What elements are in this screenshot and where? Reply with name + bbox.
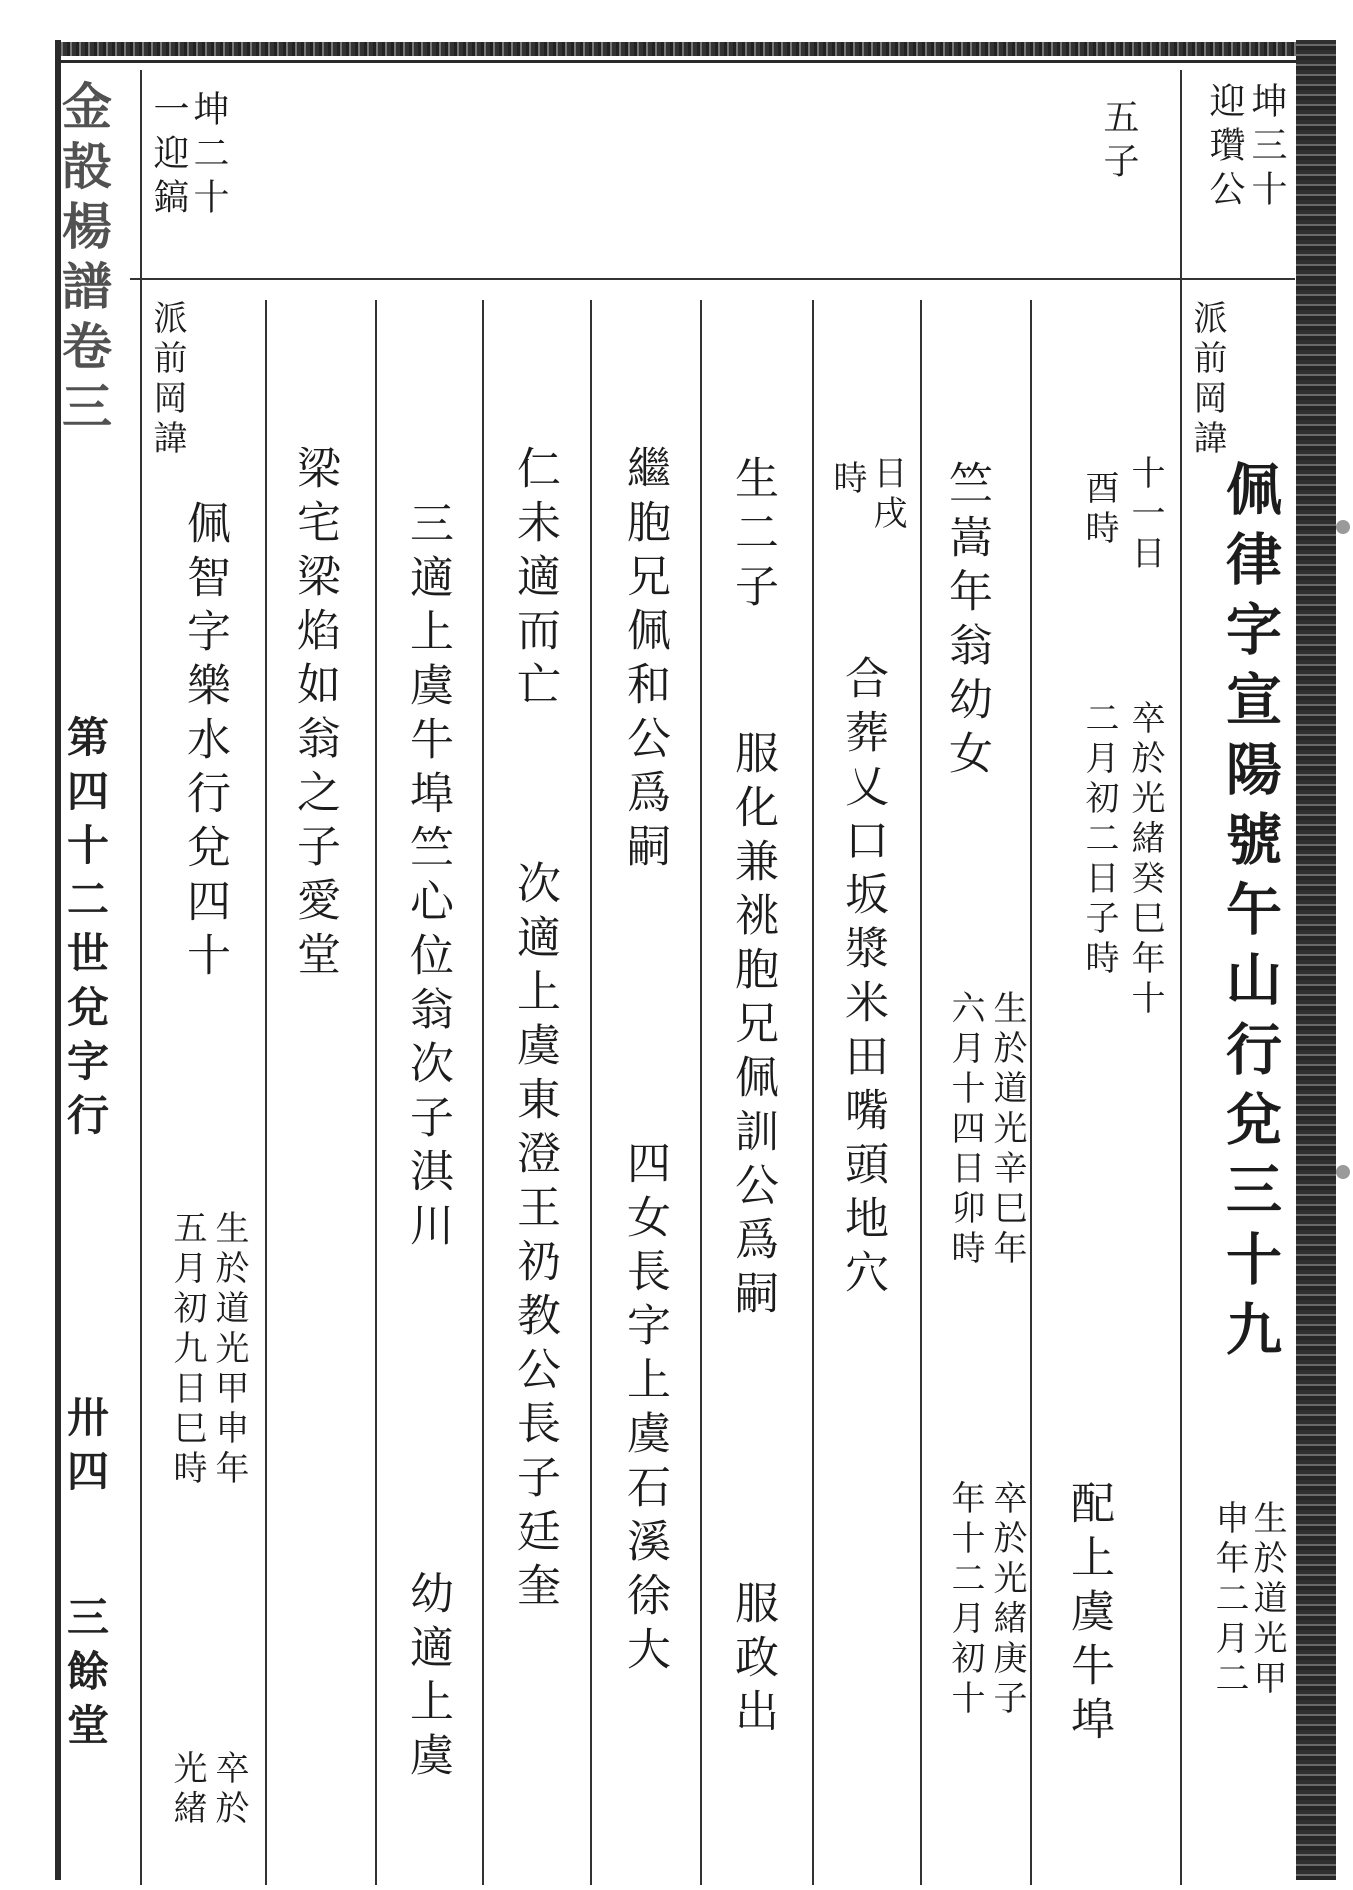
column-rule: [812, 300, 814, 1885]
lineage-label-1: 派前岡諱: [1187, 300, 1227, 460]
death-2b: 光緒: [167, 1750, 207, 1830]
death-1c: 卒於光緒癸巳年十: [1125, 700, 1165, 1020]
burial-line: 合葬乂口坂漿米田嘴頭地穴: [837, 655, 888, 1303]
burial-time-b: 時: [827, 460, 867, 500]
name-line-2: 佩智字樂水行兌四十: [179, 500, 230, 986]
death-1b: 酉時: [1079, 470, 1119, 550]
daughters-line: 四女長字上虞石溪徐大: [619, 1140, 670, 1680]
daughter-3: 三適上虞牛埠竺心位翁次子淇川: [402, 500, 453, 1256]
page-number: 卅四: [61, 1395, 110, 1503]
column-rule: [1180, 70, 1182, 1885]
parent-left-2: 一迎鎬: [148, 90, 189, 222]
band-rule: [130, 278, 1295, 280]
son-2: 服政出: [727, 1580, 778, 1742]
burial-time-a: 日戌: [867, 455, 907, 535]
book-title: 金㱿楊譜卷三: [54, 80, 113, 440]
wife-line: 竺嵩年翁幼女: [941, 460, 992, 784]
column-rule: [265, 300, 267, 1885]
lineage-label-2: 派前岡諱: [147, 300, 187, 460]
sons-line: 生二子: [727, 455, 778, 617]
column-rule: [1030, 300, 1032, 1885]
name-line-1: 佩律字宣陽號午山行兌三十九: [1217, 460, 1283, 1370]
daughter-1: 仁未適而亡: [509, 445, 560, 715]
column-rule: [140, 70, 142, 1885]
column-rule: [375, 300, 377, 1885]
column-rule: [700, 300, 702, 1885]
parent-right-2: 迎瓚公: [1204, 82, 1245, 214]
death-2a: 卒於: [209, 1750, 249, 1830]
generation-label: 第四十二世兌字行: [61, 715, 110, 1147]
wife-death-a: 卒於光緒庚子: [987, 1480, 1027, 1720]
adoption-line: 梁宅梁焰如翁之子愛堂: [289, 445, 340, 985]
spouse-origin: 配上虞牛埠: [1063, 1480, 1114, 1750]
son-1: 服化兼祧胞兄佩訓公爲嗣: [727, 730, 778, 1324]
wife-birth-a: 生於道光辛巳年: [987, 990, 1027, 1270]
hall-name: 三餘堂: [61, 1595, 110, 1757]
top-border: [58, 42, 1328, 56]
column-rule: [920, 300, 922, 1885]
parent-right-3: 五子: [1098, 98, 1139, 186]
top-border-inner: [58, 60, 1328, 63]
birth-2b: 五月初九日巳時: [167, 1210, 207, 1490]
binding-hole: [1336, 1165, 1350, 1179]
birth-2a: 生於道光甲申年: [209, 1210, 249, 1490]
column-rule: [482, 300, 484, 1885]
right-border: [1296, 40, 1336, 1880]
birth-1b: 申年二月二: [1209, 1500, 1249, 1700]
parent-left-1: 坤二十: [188, 90, 229, 222]
death-1a: 十一日: [1125, 455, 1165, 575]
death-1d: 二月初二日子時: [1079, 700, 1119, 980]
heir-line: 繼胞兄佩和公爲嗣: [619, 445, 670, 877]
binding-hole: [1336, 520, 1350, 534]
daughter-4: 幼適上虞: [402, 1570, 453, 1786]
parent-right-1: 坤三十: [1246, 82, 1287, 214]
column-rule: [590, 300, 592, 1885]
birth-1a: 生於道光甲: [1247, 1500, 1287, 1700]
daughter-2: 次適上虞東澄王礽教公長子廷奎: [509, 860, 560, 1616]
wife-death-b: 年十二月初十: [945, 1480, 985, 1720]
wife-birth-b: 六月十四日卯時: [945, 990, 985, 1270]
